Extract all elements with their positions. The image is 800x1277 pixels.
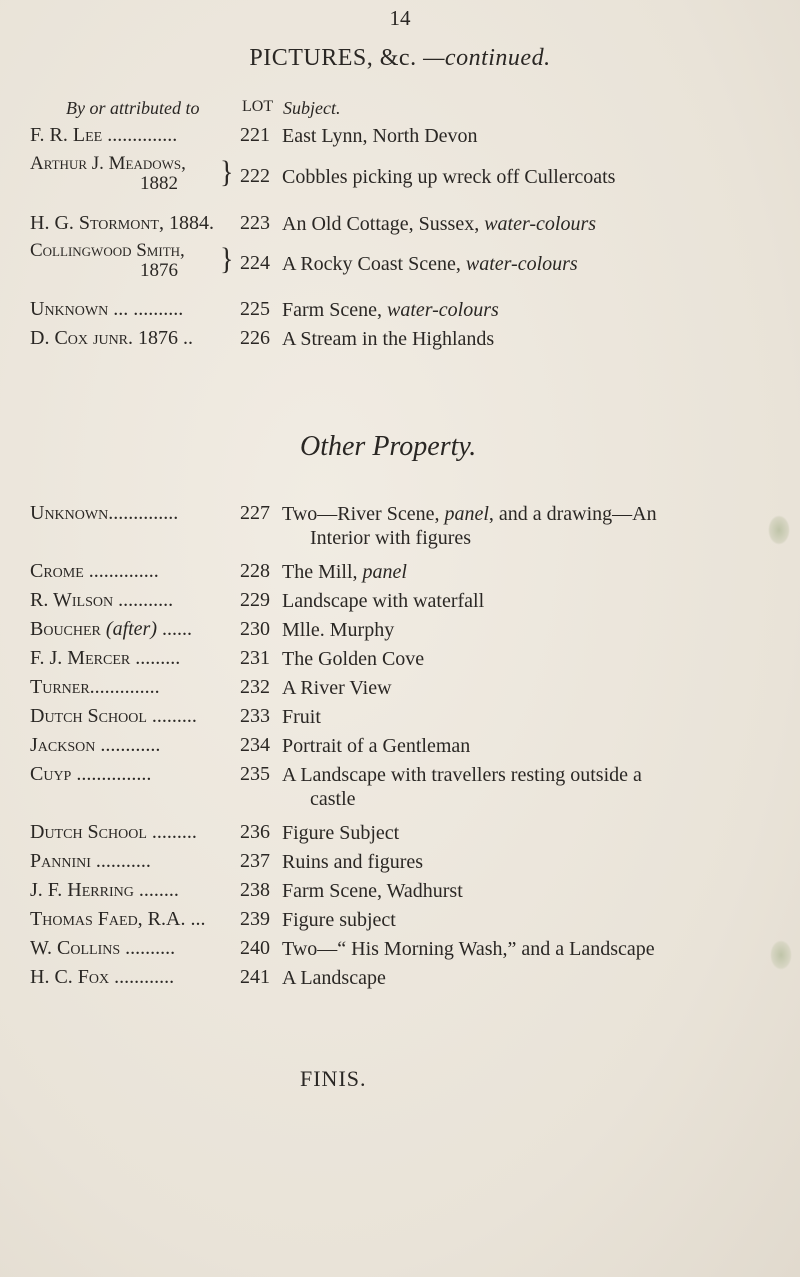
entry-artist: Dutch School ......... <box>30 705 197 727</box>
entry-subject: Ruins and figures <box>282 851 424 873</box>
entry-artist: H. C. Fox ............ <box>30 966 175 988</box>
entry-subject: A Landscape with travellers resting outside a castle <box>282 764 642 810</box>
entry-lot: 241 <box>240 966 270 988</box>
entry-artist: Arthur J. Meadows, 1882 <box>30 153 186 194</box>
entry-subject: An Old Cottage, Sussex, water-colours <box>282 213 597 235</box>
entry-artist: Turner.............. <box>30 676 160 698</box>
paper-stain <box>768 515 790 545</box>
entry-lot: 231 <box>240 647 270 669</box>
entry-subject: East Lynn, North Devon <box>282 125 478 147</box>
entry-lot: 225 <box>240 298 270 320</box>
heading-main: PICTURES, &c. <box>249 45 417 71</box>
brace: } <box>220 155 234 190</box>
entry-subject: Two—“ His Morning Wash,” and a Landscape <box>282 938 655 960</box>
entry-subject: Farm Scene, water-colours <box>282 299 499 321</box>
entry-artist: Thomas Faed, R.A. ... <box>30 908 206 930</box>
entry-lot: 234 <box>240 734 270 756</box>
entry-lot: 226 <box>240 327 270 349</box>
column-head-lot: LOT <box>242 98 274 115</box>
entry-lot: 238 <box>240 879 270 901</box>
entry-lot: 221 <box>240 124 270 146</box>
entry-subject: The Golden Cove <box>282 648 425 670</box>
entry-artist: D. Cox junr. 1876 .. <box>30 327 194 349</box>
page-heading <box>0 45 800 72</box>
entry-lot: 224 <box>240 252 270 274</box>
column-head-artist: By or attributed to <box>66 98 200 118</box>
entry-artist: R. Wilson ........... <box>30 589 174 611</box>
entry-artist: F. J. Mercer ......... <box>30 647 181 669</box>
entry-subject: Fruit <box>282 706 321 728</box>
entry-lot: 239 <box>240 908 270 930</box>
entry-lot: 230 <box>240 618 270 640</box>
entry-subject: Portrait of a Gentleman <box>282 735 471 757</box>
entry-artist: Unknown ... .......... <box>30 298 184 320</box>
section-title: Other Property. <box>300 431 477 462</box>
brace: } <box>220 242 234 277</box>
column-head-subject: Subject. <box>283 98 341 118</box>
paper-stain <box>770 940 792 970</box>
entry-lot: 237 <box>240 850 270 872</box>
entry-artist: H. G. Stormont, 1884. <box>30 212 214 234</box>
entry-lot: 240 <box>240 937 270 959</box>
entry-lot: 232 <box>240 676 270 698</box>
entry-subject: Two—River Scene, panel, and a drawing—An Interior with figures <box>282 503 657 549</box>
entry-subject: Mlle. Murphy <box>282 619 395 641</box>
entry-subject: A River View <box>282 677 392 699</box>
finis-mark: FINIS. <box>300 1066 367 1091</box>
entry-subject: The Mill, panel <box>282 561 407 583</box>
entry-artist: Jackson ............ <box>30 734 161 756</box>
entry-subject: Farm Scene, Wadhurst <box>282 880 463 902</box>
heading-continued: —continued. <box>423 45 551 71</box>
entry-subject: A Landscape <box>282 967 386 989</box>
entry-artist: F. R. Lee .............. <box>30 124 178 146</box>
entry-lot: 233 <box>240 705 270 727</box>
entry-subject: Cobbles picking up wreck off Cullercoats <box>282 166 616 188</box>
entry-lot: 229 <box>240 589 270 611</box>
entry-subject: A Stream in the Highlands <box>282 328 495 350</box>
entry-artist: J. F. Herring ........ <box>30 879 179 901</box>
entry-lot: 223 <box>240 212 270 234</box>
entry-artist: W. Collins .......... <box>30 937 176 959</box>
entry-artist: Boucher (after) ...... <box>30 618 192 640</box>
page-number: 14 <box>389 6 411 30</box>
entry-artist: Dutch School ......... <box>30 821 197 843</box>
entry-artist: Pannini ........... <box>30 850 151 872</box>
entry-artist: Unknown.............. <box>30 502 179 524</box>
entry-artist: Collingwood Smith, 1876 <box>30 240 185 281</box>
entry-subject: Figure subject <box>282 909 396 931</box>
entry-subject: A Rocky Coast Scene, water-colours <box>282 253 578 275</box>
entry-lot: 236 <box>240 821 270 843</box>
entry-subject: Landscape with waterfall <box>282 590 485 612</box>
entry-lot: 228 <box>240 560 270 582</box>
entry-artist: Cuyp ............... <box>30 763 152 785</box>
entry-subject: Figure Subject <box>282 822 400 844</box>
entry-artist: Crome .............. <box>30 560 159 582</box>
entry-lot: 222 <box>240 165 270 187</box>
entry-lot: 235 <box>240 763 270 785</box>
entry-lot: 227 <box>240 502 270 524</box>
